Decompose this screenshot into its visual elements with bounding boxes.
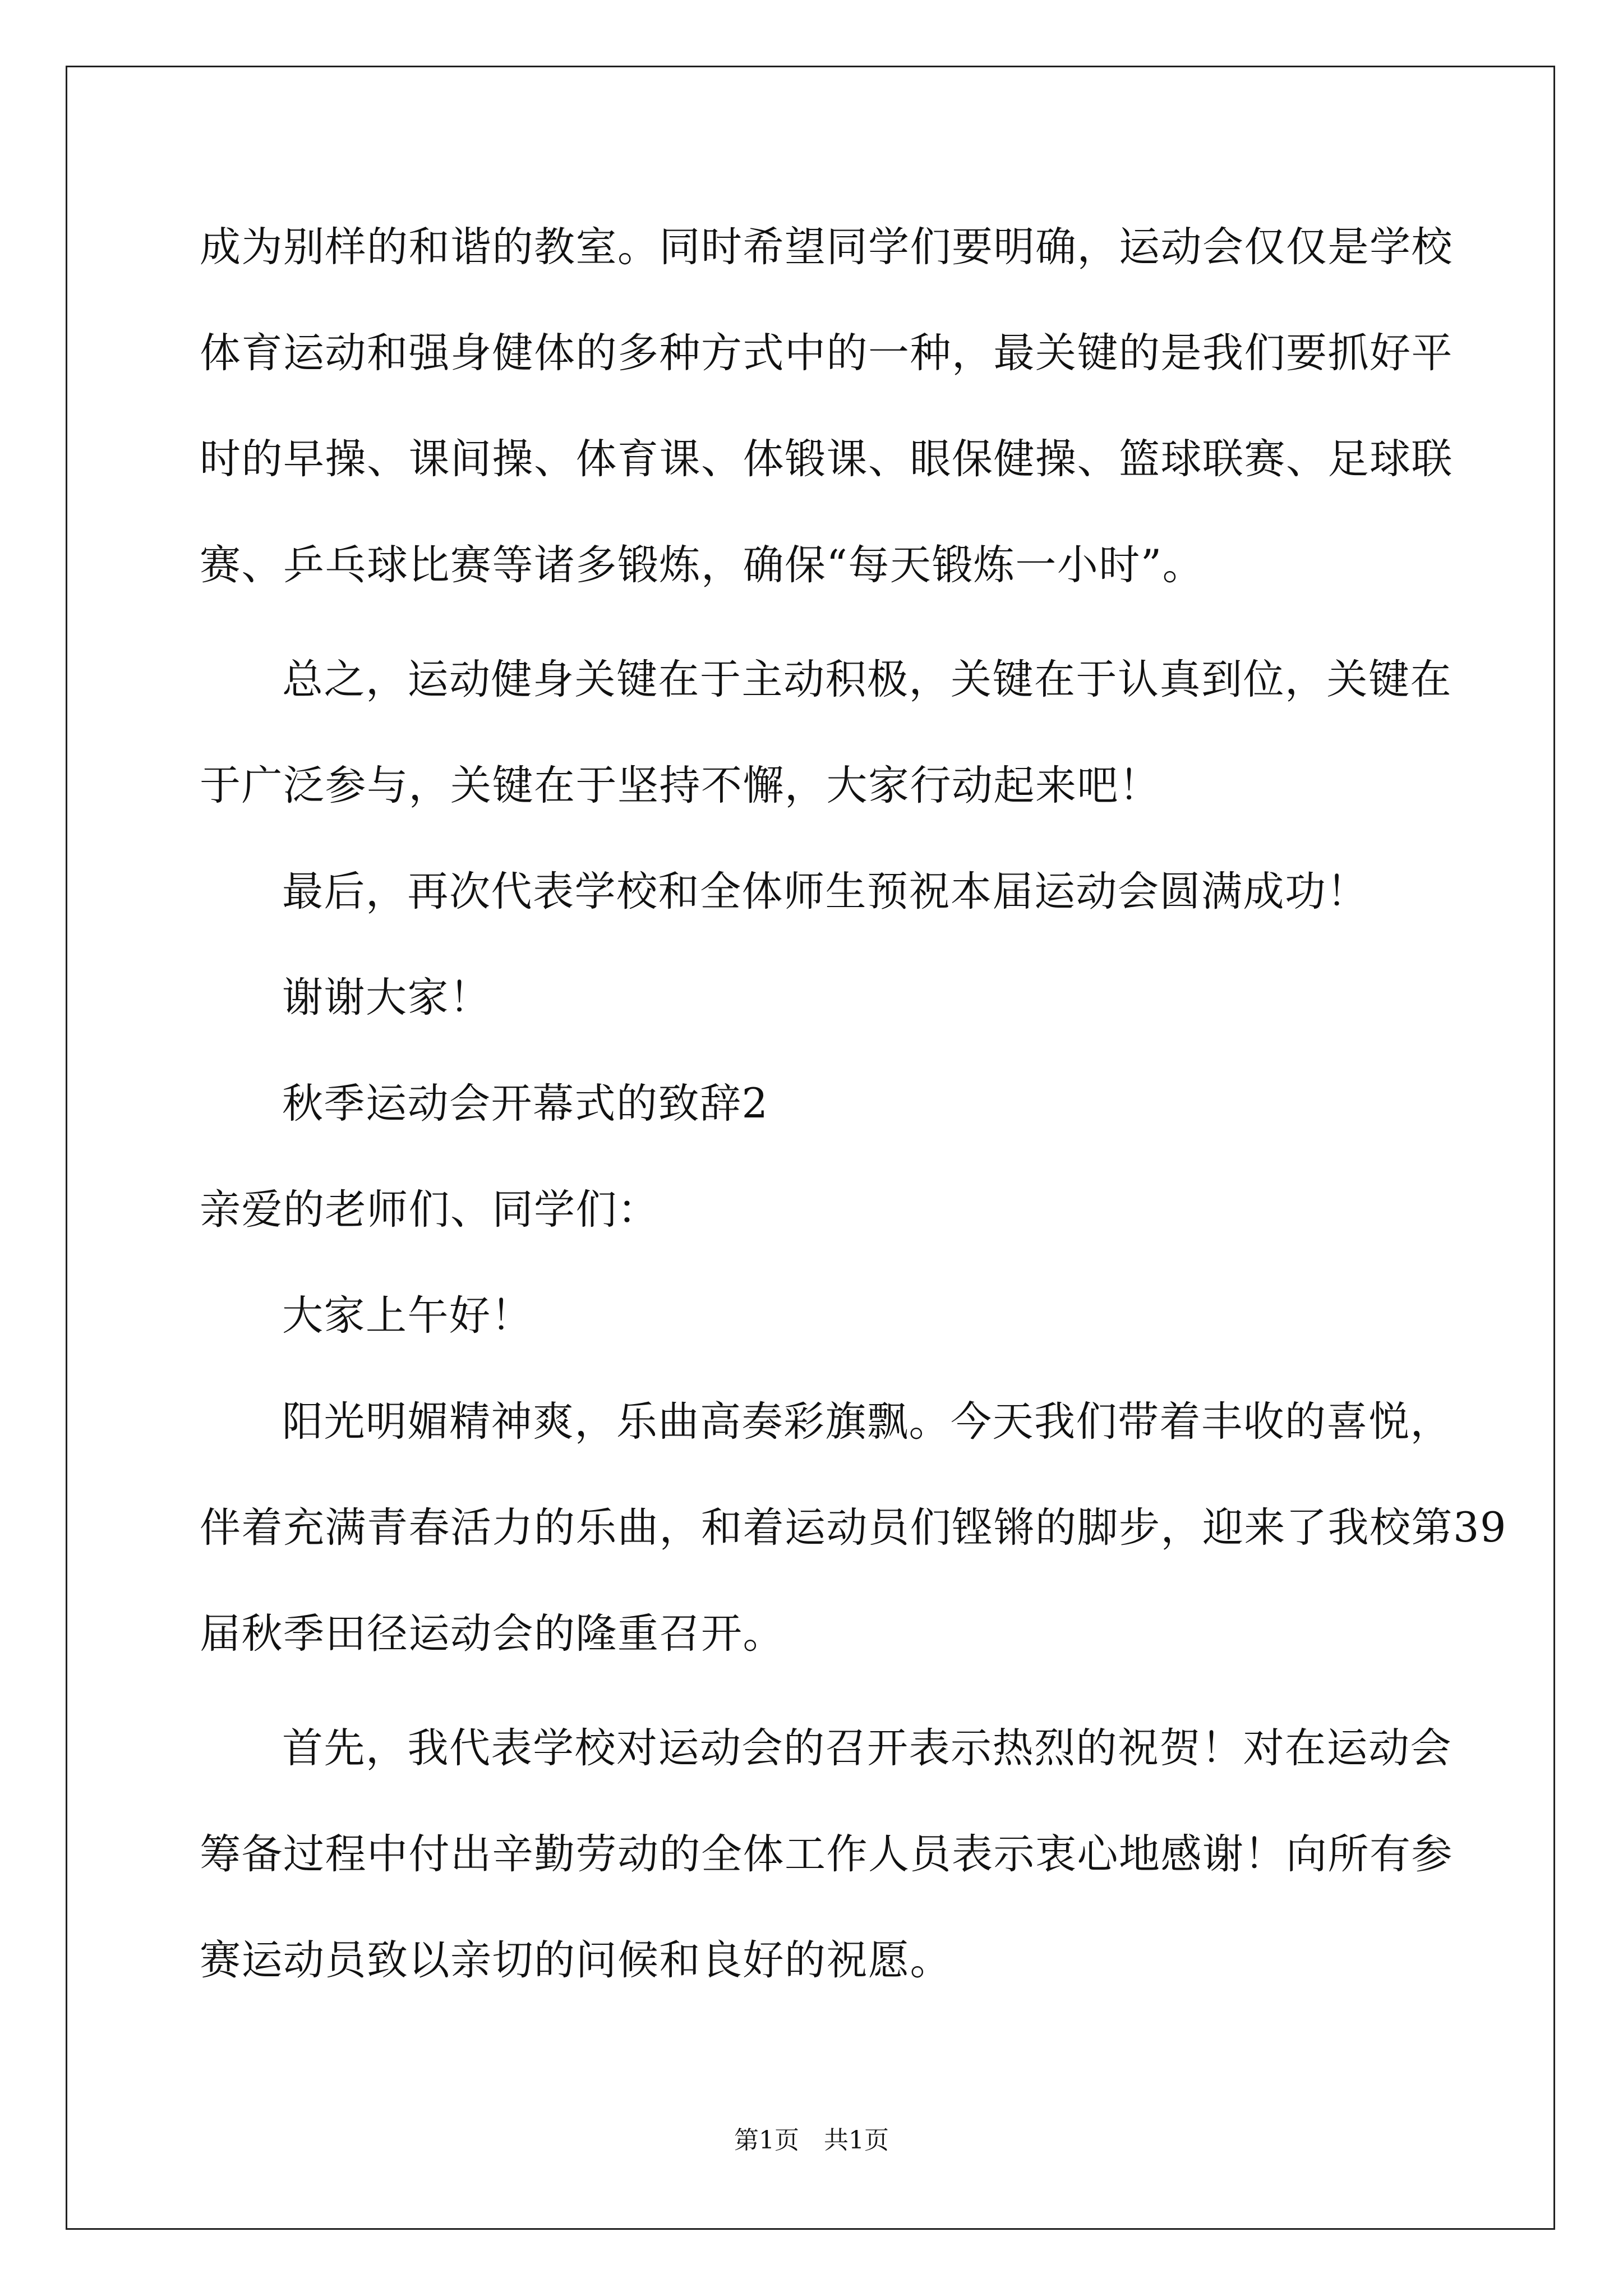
text-line: 筹备过程中付出辛勤劳动的全体工作人员表示衷心地感谢！向所有参 [200, 1830, 1453, 1878]
paragraph-start: 谢谢大家！ [282, 974, 491, 1022]
paragraph-start: 阳光明媚精神爽，乐曲高奏彩旗飘。今天我们带着丰收的喜悦， [282, 1398, 1452, 1446]
text-line: 体育运动和强身健体的多种方式中的一种，最关键的是我们要抓好平 [200, 329, 1453, 377]
text-line: 届秋季田径运动会的隆重召开。 [200, 1610, 785, 1658]
page-number: 第1页 共1页 [734, 2126, 889, 2155]
text-line: 赛运动员致以亲切的问候和良好的祝愿。 [200, 1936, 952, 1984]
salutation: 亲爱的老师们、同学们： [200, 1186, 660, 1234]
text-line: 成为别样的和谐的教室。同时希望同学们要明确，运动会仅仅是学校 [200, 223, 1453, 271]
paragraph-start: 首先，我代表学校对运动会的召开表示热烈的祝贺！对在运动会 [282, 1724, 1452, 1772]
text-line: 时的早操、课间操、体育课、体锻课、眼保健操、篮球联赛、足球联 [200, 435, 1453, 483]
text-line: 于广泛参与，关键在于坚持不懈，大家行动起来吧！ [200, 762, 1161, 809]
paragraph-start: 总之，运动健身关键在于主动积极，关键在于认真到位，关键在 [282, 656, 1452, 703]
text-line: 伴着充满青春活力的乐曲，和着运动员们铿锵的脚步，迎来了我校第39 [200, 1504, 1507, 1552]
text-line: 赛、乒乓球比赛等诸多锻炼，确保“每天锻炼一小时”。 [200, 541, 1205, 589]
page-border [66, 66, 1555, 2230]
paragraph-start: 最后，再次代表学校和全体师生预祝本届运动会圆满成功！ [282, 868, 1368, 915]
greeting: 大家上午好！ [282, 1292, 533, 1340]
section-heading: 秋季运动会开幕式的致辞2 [282, 1080, 769, 1128]
